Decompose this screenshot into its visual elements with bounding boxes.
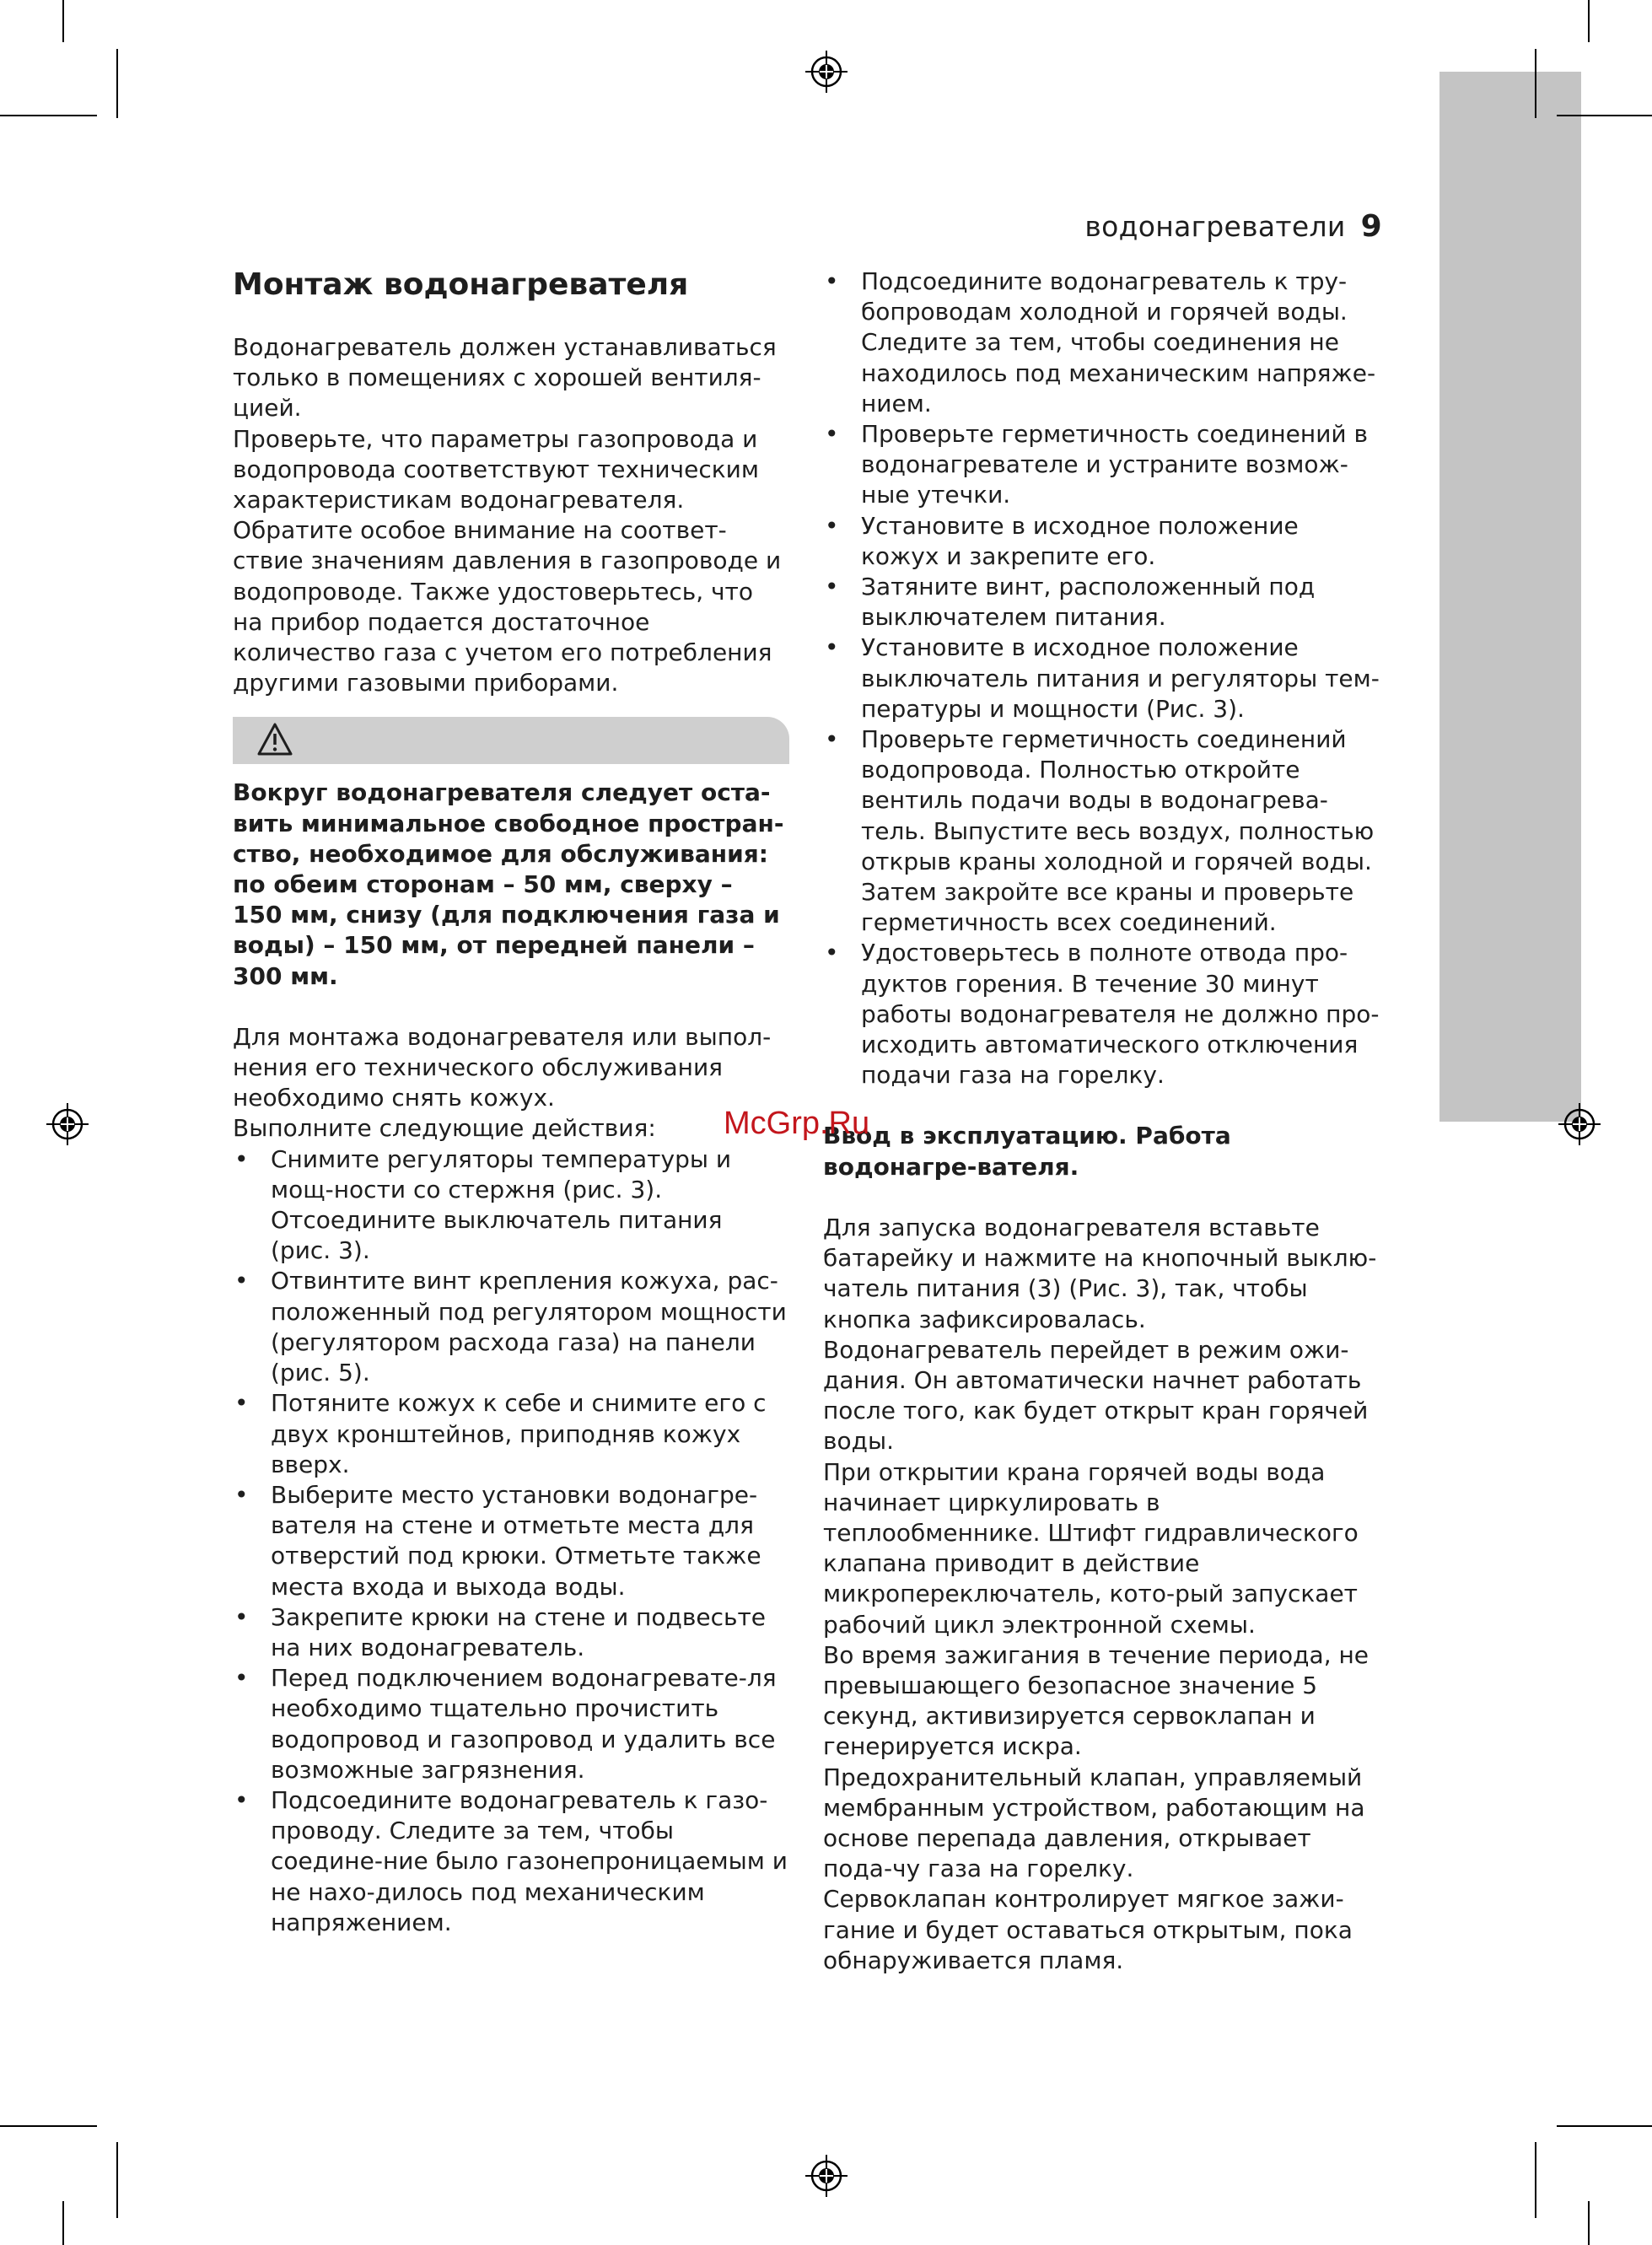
left-column: [233, 266, 789, 1938]
registration-mark-icon: [46, 1103, 89, 1145]
steps-list: [233, 1144, 789, 1938]
list-item: • Выберите место установки водонагре-вателя на стене и отметьте места для отверстий под крюки. Отметьте также места входа и выхода воды.: [233, 1480, 789, 1602]
warning-triangle-icon: [256, 722, 293, 757]
crop-mark: [62, 2201, 64, 2245]
watermark: McGrp.Ru: [724, 1106, 870, 1141]
list-item: • Перед подключением водонагревате-ля необходимо тщательно прочистить водопровод и газопровод и удалить все возможные загрязнения.: [233, 1663, 789, 1785]
list-item: • Снимите регуляторы температуры и мощ-ности со стержня (рис. 3). Отсоедините выключатель питания (рис. 3).: [233, 1144, 789, 1267]
crop-mark: [1588, 0, 1590, 42]
crop-mark: [1588, 2201, 1590, 2245]
side-tab: [1439, 72, 1581, 1122]
list-item: • Удостоверьтесь в полноте отвода про-дуктов горения. В течение 30 минут работы водонагревателя не должно про-исходить автоматического отключения подачи газа на горелку.: [823, 938, 1380, 1090]
list-item: • Проверьте герметичность соединений в водонагревателе и устраните возмож-ные утечки.: [823, 419, 1380, 511]
page-number: 9: [1360, 209, 1382, 244]
paragraph: Водонагреватель должен устанавливаться только в помещениях с хорошей вентиля-цией.: [233, 333, 777, 423]
header-section-name: водонагреватели: [1084, 210, 1346, 243]
right-column: [823, 266, 1380, 1976]
paragraph: Выполните следующие действия:: [233, 1114, 656, 1143]
list-item: • Затяните винт, расположенный под выключателем питания.: [823, 572, 1380, 633]
registration-mark-icon: [805, 2155, 848, 2197]
registration-mark-icon: [805, 51, 848, 93]
crop-mark: [62, 0, 64, 42]
list-item: • Проверьте герметичность соединений водопровода. Полностью откройте вентиль подачи воды в водонагрева-тель. Выпустите весь воздух, полностью открыв краны холодной и горячей воды. Затем закройте все краны и проверьте герметичность всех соединений.: [823, 724, 1380, 938]
crop-mark: [116, 49, 118, 118]
crop-mark: [0, 2125, 97, 2127]
paragraph: Во время зажигания в течение периода, не превышающего безопасное значение 5 секунд, активизируется сервоклапан и генерируется искра.: [823, 1640, 1369, 1761]
paragraph: При открытии крана горячей воды вода начинает циркулировать в теплообменнике. Штифт гидравлического клапана приводит в действие микропереключатель, кото-рый запускает рабочий цикл электронной схемы.: [823, 1457, 1359, 1639]
paragraph: Водонагреватель перейдет в режим ожи-дания. Он автоматически начнет работать после того, как будет открыт кран горячей воды.: [823, 1335, 1369, 1456]
steps-list: [823, 266, 1380, 1090]
list-item: • Установите в исходное положение кожух и закрепите его.: [823, 511, 1380, 572]
registration-mark-icon: [1558, 1103, 1601, 1145]
section-title-installation: Монтаж водонагревателя: [233, 267, 689, 302]
crop-mark: [0, 115, 97, 116]
crop-mark: [1557, 2125, 1652, 2127]
list-item: • Потяните кожух к себе и снимите его с двух кронштейнов, приподняв кожух вверх.: [233, 1388, 789, 1480]
crop-mark: [1557, 115, 1652, 116]
warning-text: Вокруг водонагревателя следует оста-вить минимальное свободное простран-ство, необходимое для обслуживания: по обеим сторонам – 50 мм, сверху – 150 мм, снизу (для подключения газа и воды) – 150 мм, от передней панели – 300 мм.: [233, 778, 784, 990]
list-item: • Закрепите крюки на стене и подвесьте на них водонагреватель.: [233, 1602, 789, 1663]
crop-mark: [1535, 2142, 1536, 2218]
paragraph: Для монтажа водонагревателя или выпол-нения его технического обслуживания необходимо снять кожух.: [233, 1022, 772, 1112]
paragraph: Проверьте, что параметры газопровода и водопровода соответствуют техническим характеристикам водонагревателя. Обратите особое внимание на соответ-ствие значениям давления в газопроводе и водопроводе. Также удостоверьтесь, что на прибор подается достаточное количество газа с учетом его потребления другими газовыми приборами.: [233, 424, 782, 697]
list-item: • Установите в исходное положение выключатель питания и регуляторы тем-пературы и мощности (Рис. 3).: [823, 633, 1380, 724]
paragraph: Сервоклапан контролирует мягкое зажи-гание и будет оставаться открытым, пока обнаруживается пламя.: [823, 1885, 1353, 1974]
list-item: • Отвинтите винт крепления кожуха, рас-положенный под регулятором мощности (регулятором расхода газа) на панели (рис. 5).: [233, 1266, 789, 1388]
list-item: • Подсоедините водонагреватель к газо-проводу. Следите за тем, чтобы соедине-ние было газонепроницаемым и не нахо-дилось под механическим напряжением.: [233, 1785, 789, 1938]
section-title-operation: Ввод в эксплуатацию. Работа водонагре-вателя.: [823, 1122, 1231, 1181]
list-item: • Подсоедините водонагреватель к тру-бопроводам холодной и горячей воды. Следите за тем, чтобы соединения не находилось под механическим напряже-нием.: [823, 266, 1380, 419]
warning-bar: [233, 717, 789, 764]
running-header: [1084, 209, 1382, 244]
crop-mark: [116, 2142, 118, 2218]
paragraph: Для запуска водонагревателя вставьте батарейку и нажмите на кнопочный выклю-чатель питания (3) (Рис. 3), так, чтобы кнопка зафиксировалась.: [823, 1213, 1377, 1333]
paragraph: Предохранительный клапан, управляемый мембранным устройством, работающим на основе перепада давления, открывает пода-чу газа на горелку.: [823, 1763, 1365, 1883]
crop-mark: [1535, 49, 1536, 118]
